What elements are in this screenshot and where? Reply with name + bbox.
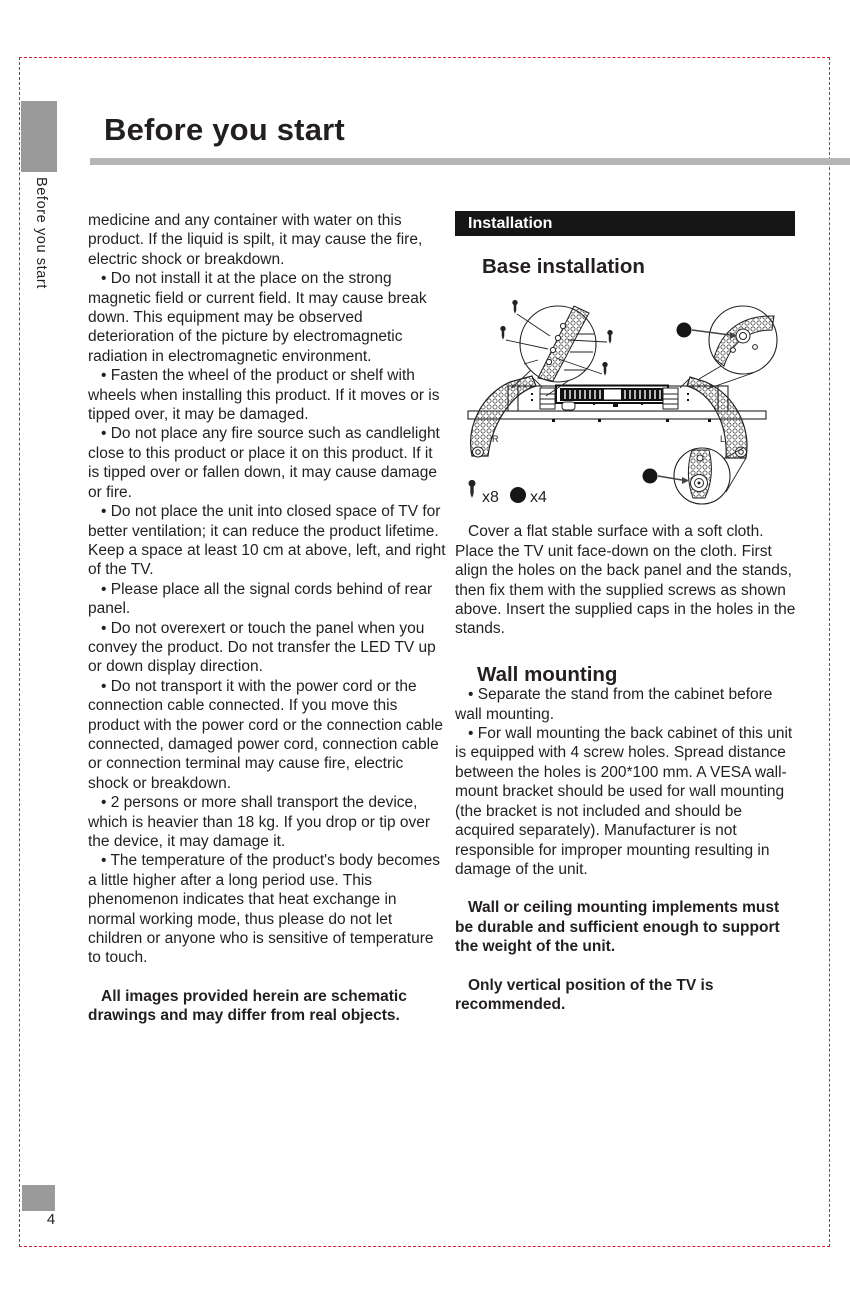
bullet-paragraph: • Do not overexert or touch the panel when you convey the product. Do not transfer the LED TV up or down display direction. — [88, 619, 436, 676]
left-text-column — [88, 211, 446, 1026]
bullet-paragraph: • Do not transport it with the power cord or the connection cable connected. If you move this product with the power cord or the connection cable connected, damaged power cord, connection cable or connection terminal may cause fire, electric shock or breakdown. — [88, 677, 443, 792]
screw-count-label: x8 — [482, 489, 499, 506]
vertical-position-warning: Only vertical position of the TV is recommended. — [455, 976, 714, 1013]
bullet-paragraph: • Separate the stand from the cabinet before wall mounting. — [455, 686, 773, 723]
title-underline-rule — [90, 158, 850, 165]
bullet-paragraph: • The temperature of the product's body becomes a little higher after a long period use. This phenomenon indicates that heat exchange in normal working mode, thus please do not let children or anyone who is sensitive of temperature to touch. — [88, 852, 440, 967]
bullet-paragraph: • Fasten the wheel of the product or shelf with wheels when installing this product. If it moves or is tipped over, it may be damaged. — [88, 367, 440, 424]
base-installation-heading: Base installation — [482, 255, 645, 278]
stand-label-l: L — [720, 434, 726, 445]
wall-mounting-heading: Wall mounting — [477, 662, 618, 686]
wall-mount-warning: Wall or ceiling mounting implements must be durable and sufficient enough to support the weight of the unit. — [455, 899, 780, 956]
callout-cap-top — [677, 306, 778, 389]
sidebar-vertical-label: Before you start — [33, 177, 49, 289]
right-text-column — [455, 211, 801, 1014]
bullet-paragraph: • Do not place any fire source such as candlelight close to this product or place it on this product. If it is tipped over or fallen down, it may cause damage or fire. — [88, 425, 440, 501]
diagram-legend — [468, 480, 547, 505]
chapter-tab-bottom — [22, 1185, 55, 1211]
cap-count-label: x4 — [530, 489, 547, 506]
cap-icon — [643, 469, 658, 484]
installation-section-header: Installation — [455, 211, 795, 236]
schematic-note: All images provided herein are schematic drawings and may differ from real objects. — [88, 987, 407, 1025]
base-installation-diagram — [456, 290, 798, 505]
stand-label-r: R — [492, 434, 499, 445]
chapter-tab-top — [21, 101, 57, 172]
page-title: Before you start — [104, 112, 345, 147]
bullet-paragraph: • Do not place the unit into closed space of TV for better ventilation; it can reduce the product lifetime. Keep a space at least 10 cm at above, left, and right of the TV. — [88, 503, 446, 579]
bullet-paragraph: • For wall mounting the back cabinet of this unit is equipped with 4 screw holes. Spread distance between the holes is 200*100 mm. A VESA wall-mount bracket should be used for wall mounting (the bracket is not included and should be acquired separately). Manufacturer is not responsible for improper mounting resulting in damage of the unit. — [455, 725, 793, 878]
cap-icon — [677, 323, 692, 338]
cap-icon — [510, 487, 526, 503]
paragraph-continuation: medicine and any container with water on this product. If the liquid is spilt, it may cause the fire, electric shock or breakdown. — [88, 212, 423, 268]
vent-grille — [556, 386, 668, 404]
bullet-paragraph: • Please place all the signal cords behind of rear panel. — [88, 580, 433, 618]
base-installation-paragraph: Cover a flat stable surface with a soft cloth. Place the TV unit face-down on the cloth. First align the holes on the back panel and the stands, then fix them with the supplied screws as shown above. Insert the supplied caps in the holes in the stands. — [455, 523, 796, 638]
page-number: 4 — [46, 1211, 56, 1228]
bullet-paragraph: • 2 persons or more shall transport the device, which is heavier than 18 kg. If you drop or tip over the device, it may damage it. — [88, 794, 431, 850]
bullet-paragraph: • Do not install it at the place on the strong magnetic field or current field. It may cause break down. This equipment may be observed deterioration of the picture by electromagnetic radiation in electromagnetic environment. — [88, 270, 427, 365]
